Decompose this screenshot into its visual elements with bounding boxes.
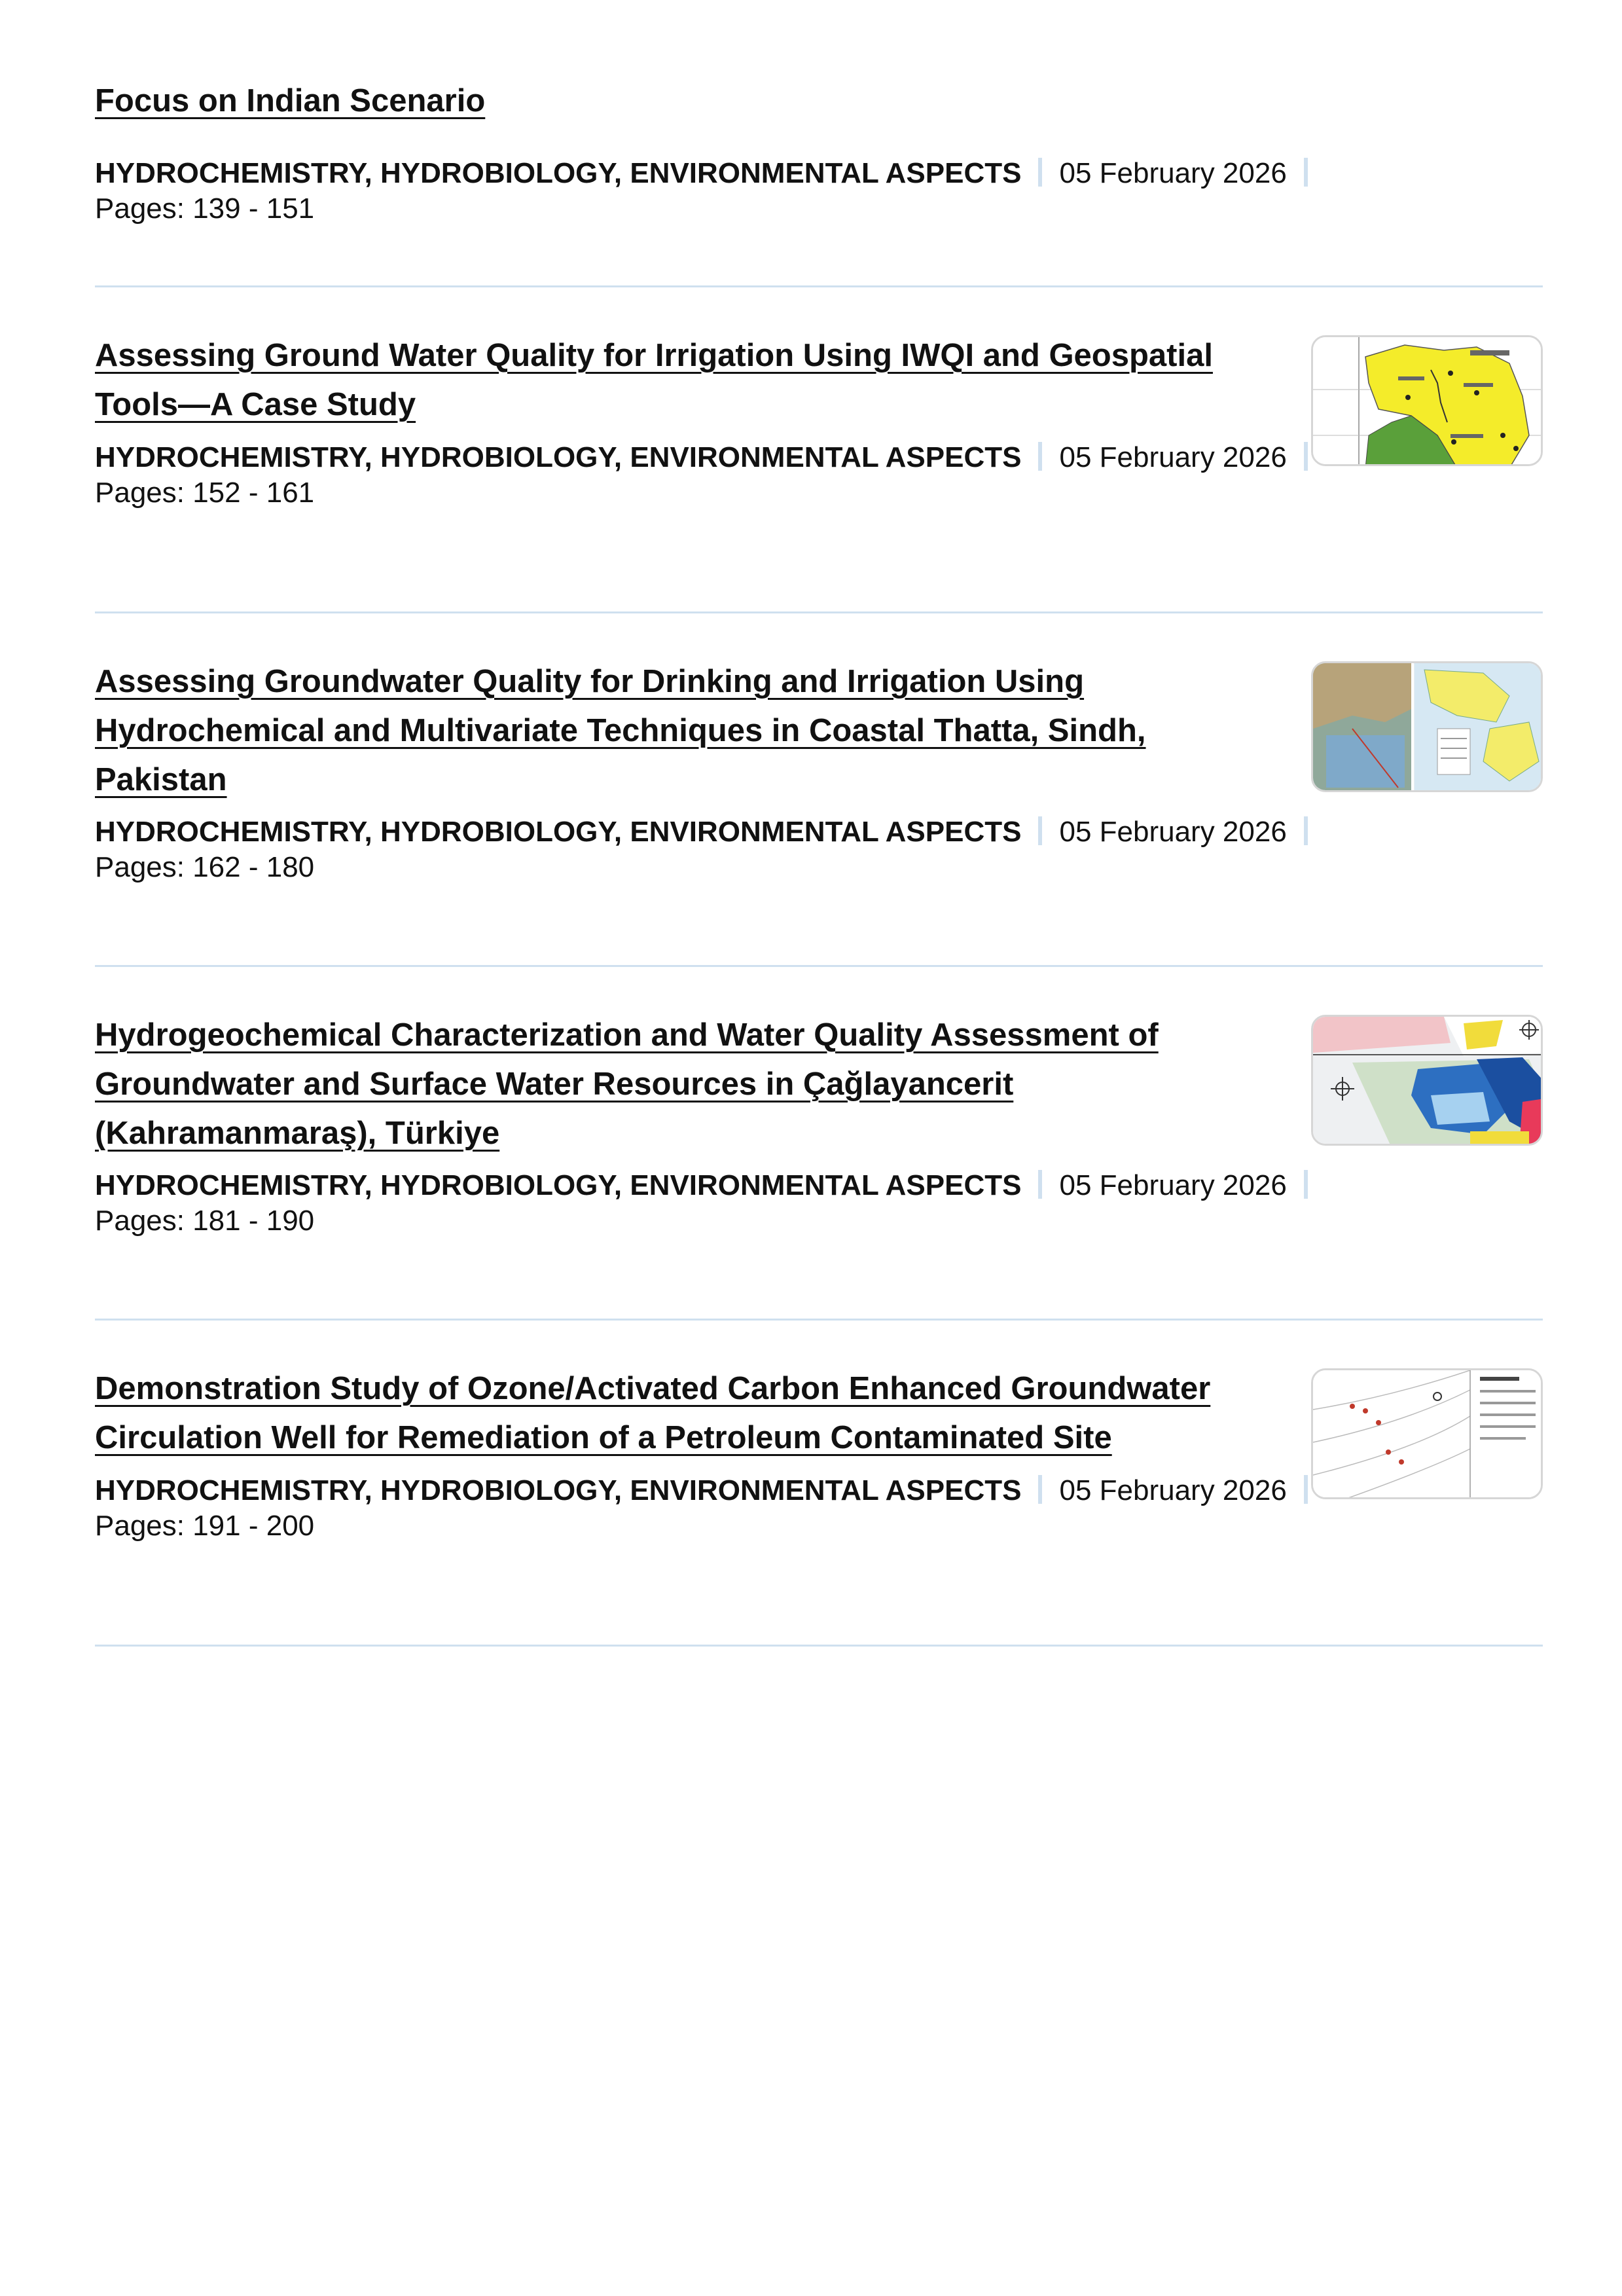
article-section[interactable]: HYDROCHEMISTRY, HYDROBIOLOGY, ENVIRONMENTAL ASPECTS <box>95 816 1022 848</box>
meta-separator <box>1038 442 1042 471</box>
article-title-link[interactable]: Assessing Groundwater Quality for Drinking and Irrigation Using Hydrochemical and Multivariate Techniques in Coastal Thatta, Sindh, Pakistan <box>95 664 1146 797</box>
article-date: 05 February 2026 <box>1059 1169 1287 1201</box>
article-pages: Pages: 181 - 190 <box>95 1205 315 1237</box>
article-meta <box>95 156 1325 191</box>
article-title-link[interactable]: Assessing Ground Water Quality for Irrigation Using IWQI and Geospatial Tools—A Case Study <box>95 338 1213 422</box>
article-thumbnail[interactable] <box>1311 335 1543 466</box>
meta-separator <box>1304 158 1308 187</box>
article-date: 05 February 2026 <box>1059 1474 1287 1506</box>
article-item <box>95 611 1543 967</box>
meta-separator <box>1038 1475 1042 1504</box>
article-date: 05 February 2026 <box>1059 441 1287 473</box>
meta-separator <box>1038 1170 1042 1199</box>
article-title-link[interactable]: Demonstration Study of Ozone/Activated Carbon Enhanced Groundwater Circulation Well for Remediation of a Petroleum Contaminated Site <box>95 1371 1211 1455</box>
article-section[interactable]: HYDROCHEMISTRY, HYDROBIOLOGY, ENVIRONMENTAL ASPECTS <box>95 1169 1022 1201</box>
diagram-thumbnail-image <box>1313 1370 1543 1499</box>
article-date: 05 February 2026 <box>1059 157 1287 189</box>
article-meta <box>95 1168 1325 1203</box>
article-date: 05 February 2026 <box>1059 816 1287 848</box>
map-thumbnail-image <box>1313 663 1543 792</box>
article-meta <box>95 440 1325 475</box>
meta-separator <box>1304 1170 1308 1199</box>
article-thumbnail[interactable] <box>1311 1015 1543 1146</box>
article-pages: Pages: 191 - 200 <box>95 1510 315 1542</box>
article-item <box>95 965 1543 1321</box>
article-section[interactable]: HYDROCHEMISTRY, HYDROBIOLOGY, ENVIRONMENTAL ASPECTS <box>95 1474 1022 1506</box>
meta-separator <box>1038 158 1042 187</box>
article-thumbnail[interactable] <box>1311 1368 1543 1499</box>
article-item <box>95 285 1543 613</box>
article-list <box>95 0 1543 1542</box>
meta-separator <box>1304 1475 1308 1504</box>
article-item <box>95 0 1543 287</box>
article-section[interactable]: HYDROCHEMISTRY, HYDROBIOLOGY, ENVIRONMENTAL ASPECTS <box>95 441 1022 473</box>
meta-separator <box>1304 816 1308 845</box>
article-thumbnail[interactable] <box>1311 661 1543 792</box>
article-pages: Pages: 162 - 180 <box>95 851 315 883</box>
article-meta <box>95 814 1325 850</box>
article-title-link[interactable]: Focus on Indian Scenario <box>95 83 486 118</box>
article-item <box>95 1319 1543 1647</box>
map-thumbnail-image <box>1313 337 1543 466</box>
meta-separator <box>1038 816 1042 845</box>
article-pages: Pages: 139 - 151 <box>95 192 315 225</box>
article-section[interactable]: HYDROCHEMISTRY, HYDROBIOLOGY, ENVIRONMENTAL ASPECTS <box>95 157 1022 189</box>
meta-separator <box>1304 442 1308 471</box>
article-title-link[interactable]: Hydrogeochemical Characterization and Water Quality Assessment of Groundwater and Surface Water Resources in Çağlayancerit (Kahramanmaraş), Türkiye <box>95 1017 1159 1151</box>
map-thumbnail-image <box>1313 1017 1543 1146</box>
article-meta <box>95 1473 1325 1508</box>
article-pages: Pages: 152 - 161 <box>95 477 315 509</box>
